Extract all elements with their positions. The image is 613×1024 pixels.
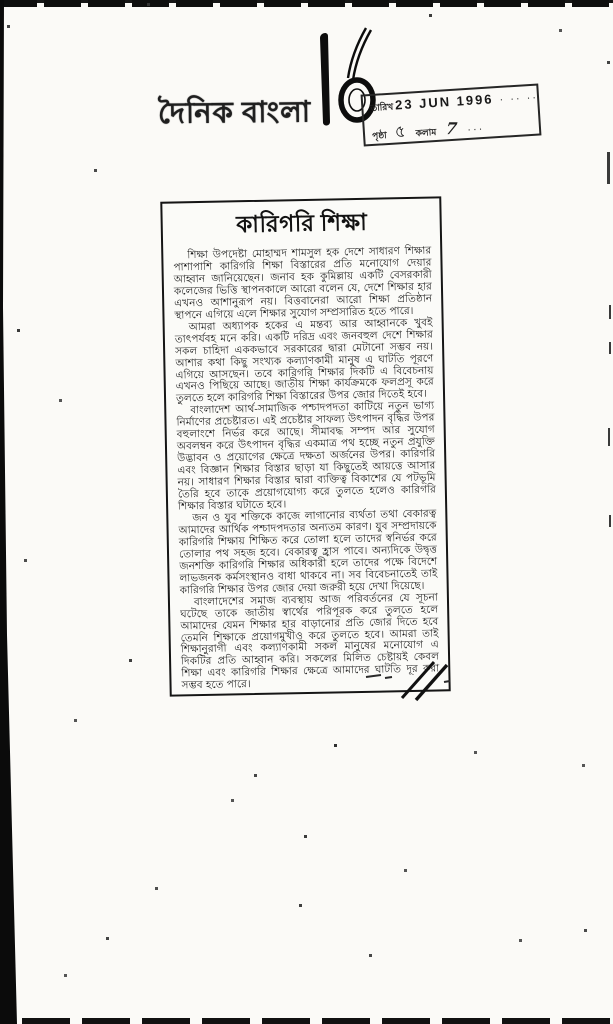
- pen-strokes-drawing: [352, 648, 457, 710]
- scan-edge-bottom: [22, 1018, 613, 1024]
- stamp-page-value-handwritten: ৫: [392, 121, 408, 144]
- scan-noise-speckles: [0, 0, 1, 1]
- date-stamp-box: [361, 83, 542, 146]
- stamp-date-label: তারিখ: [370, 101, 394, 114]
- scan-edge-left: [0, 0, 20, 1024]
- scan-edge-top: [0, 0, 613, 7]
- article-paragraph: আমরা অধ্যাপক হকের এ মন্তব্য আর আহ্বানকে খুবই তাৎপর্যবহ মনে করি। একটি দরিদ্র এবং জনবহুল দেশে শিক্ষার সকল চাহিদা এককভাবে সরকারের দ্বারা মেটানো সম্ভব নয়। আশার কথা কিছু সংখ্যক কল্যাণকামী মানুষ এ ঘাটতি পূরণে এগিয়ে আসছেন। তবে কারিগরি শিক্ষার দিকটি এ বিবেচনায় এখনও পিছিয়ে আছে। জাতীয় শিক্ষা কার্যক্রমকে ফলপ্রসূ করে তুলতে হলে কারিগরি শিক্ষা বিস্তারের উপর জোর দিতেই হবে।: [174, 317, 434, 405]
- pen-check-marks: [352, 648, 457, 710]
- scan-edge-right-mark: [609, 515, 611, 527]
- scan-edge-right-mark: [609, 305, 611, 319]
- stamp-column-label: কলাম: [415, 126, 437, 139]
- article-paragraph: জন ও যুব শক্তিকে কাজে লাগানোর ব্যর্থতা তথা বেকারত্ব আমাদের আর্থিক পশ্চাদপদতার অন্যতম কারণ। যুব সম্প্রদায়কে কারিগরি শিক্ষায় শিক্ষিত করে তোলা হলে তাদের স্বনির্ভর করে তোলার পথ সহজ হবে। বেকারত্ব হ্রাস পাবে। অন্যদিকে উদ্বৃত্ত জনশক্তি কারিগরি শিক্ষার অধিকারী হলে তাদের পক্ষে বিদেশে লাভজনক কর্মসংস্থানও বাধা থাকবে না। সব বিবেচনাতেই তাই কারিগরি শিক্ষার উপর জোর দেয়া জরুরী হয়ে দেখা দিয়েছে।: [178, 508, 438, 597]
- article-paragraph: শিক্ষা উপদেষ্টা মোহাম্মদ শামসুল হক দেশে সাধারণ শিক্ষার পাশাপাশি কারিগরি শিক্ষা বিস্তারের প্রতি মনোযোগ দেয়ার আহ্বান জানিয়েছেন। জনাব হক কুমিল্লায় একটি বেসরকারী কলেজের ভিত্তি স্থাপনকালে আরো বলেন যে, দেশে শিক্ষার হার এখনও আশানুরূপ নয়। বিত্তবানেরা আরো শিক্ষা প্রতিষ্ঠান স্থাপনে এগিয়ে এলে শিক্ষার সুযোগ সম্প্রসারিত হতে পারে।: [173, 245, 433, 322]
- scan-edge-right-mark: [608, 428, 610, 446]
- stamp-dotted-leader: · ·· ··: [499, 91, 539, 106]
- stamp-dotted-leader: ···: [466, 122, 485, 136]
- article-title: কারিগরি শিক্ষা: [235, 209, 368, 238]
- scan-edge-right-mark: [609, 342, 611, 354]
- masthead-dainik-bangla: দৈনিক বাংলা: [157, 96, 312, 130]
- article-box: [160, 196, 450, 696]
- stamp-date-value: 23 JUN 1996: [394, 91, 494, 113]
- scan-edge-right-mark: [607, 152, 610, 184]
- article-paragraph: বাংলাদেশের সমাজ ব্যবস্থায় আজ পরিবর্তনের যে সূচনা ঘটেছে তাকে জাতীয় স্বার্থের পরিপূরক করে তুলতে হলে আমাদের যেমন শিক্ষার হার বাড়ানোর প্রতি জোর দিতে হবে তেমনি শিক্ষাকে প্রয়োগমুখীও করে তুলতে হবে। আমরা তাই শিক্ষানুরাগী এবং কল্যাণকামী সকল মানুষের মনোযোগ এ দিকটির প্রতি আহ্বান করি। সকলের মিলিত চেষ্টায়ই কেবল শিক্ষা এবং কারিগরি শিক্ষার ক্ষেত্রে আমাদের ঘাটতি দূর করা সম্ভব হতে পারে।: [180, 592, 440, 692]
- article-paragraph: বাংলাদেশ আর্থ-সামাজিক পশ্চাদপদতা কাটিয়ে নতুন ভাগ্য নির্মাণের প্রচেষ্টারত। এই প্রচেষ্টার সাফল্য উৎপাদন বৃদ্ধির উপর বহুলাংশে নির্ভর করে আছে। সীমাবদ্ধ সম্পদ আর সুযোগ অবলম্বন করে উৎপাদন বৃদ্ধির একমাত্র পথ হচ্ছে নতুন প্রযুক্তি উদ্ভাবন ও প্রয়োগের ক্ষেত্রে দক্ষতা অর্জনের উপর। কারিগরি এবং বিজ্ঞান শিক্ষার বিস্তার ছাড়া যা কিছুতেই আয়ত্তে আসার নয়। সাধারণ শিক্ষার বিস্তার দ্বারা ব্যক্তিত্ব বিকাশের যে পটভূমি তৈরি হবে তাকে প্রয়োগযোগ্য করে তুলতে হলেও কারিগরি শিক্ষার বিস্তার ঘটাতে হবে।: [176, 400, 436, 513]
- stamp-page-label: পৃষ্ঠা: [371, 130, 388, 141]
- stamp-column-value-handwritten: 7: [443, 118, 461, 139]
